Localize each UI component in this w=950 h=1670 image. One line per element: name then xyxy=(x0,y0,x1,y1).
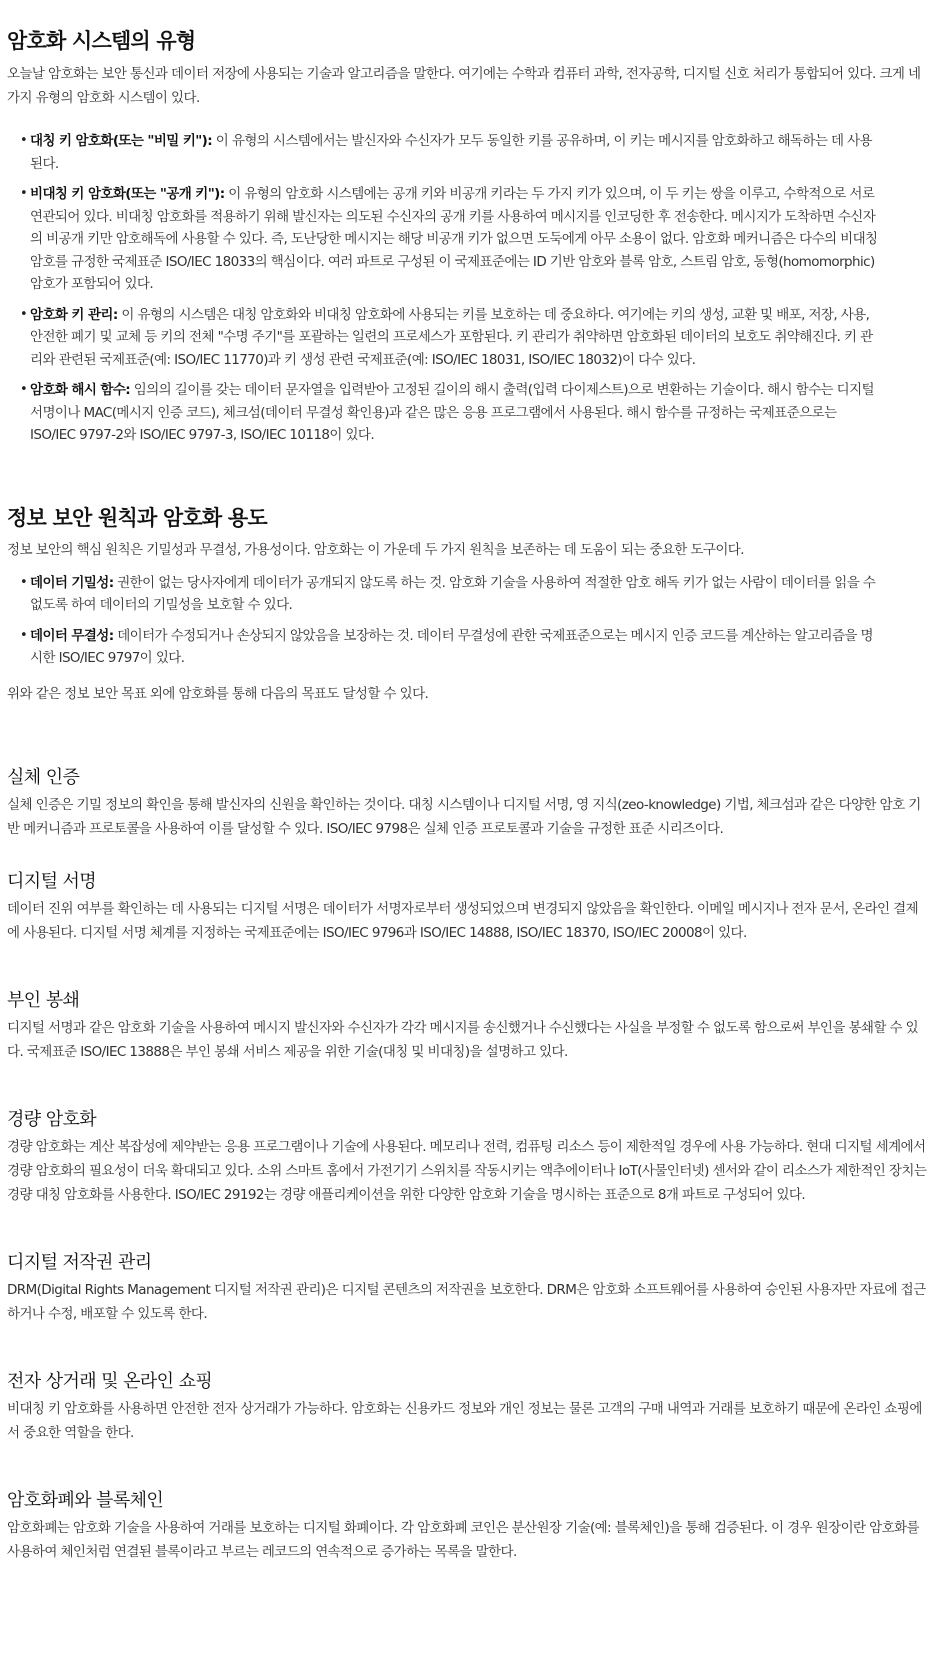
non-repudiation-text: 디지털 서명과 같은 암호화 기술을 사용하여 메시지 발신자와 수신자가 각각 메시지를 송신했거나 수신했다는 사실을 부정할 수 없도록 함으로써 부인을 봉쇄할 수 있다. 국제표준 ISO/IEC 13888은 부인 봉쇄 서비스 제공을 위한 기술(대칭 및 비대칭)을 설명하고 있다. xyxy=(7,1019,919,1060)
desc-hash-function: 임의의 길이를 갖는 데이터 문자열을 입력받아 고정된 길이의 해시 출력(입력 다이제스트)으로 변환하는 기술이다. 해시 함수는 디지털 서명이나 MAC(메시지 인증 코드), 체크섬(데이터 무결성 확인용)과 같은 많은 응용 프로그램에서 사용된다. 해시 함수를 규정하는 국제표준으로는 ISO/IEC 9797-2와 ISO/IEC 9797-3, ISO/IEC 10118이 있다. xyxy=(30,382,874,443)
desc-confidentiality: 권한이 없는 당사자에게 데이터가 공개되지 않도록 하는 것. 암호화 기술을 사용하여 적절한 암호 해독 키가 없는 사람이 데이터를 읽을 수 없도록 하여 데이터의 기밀성을 보호할 수 있다. xyxy=(30,574,876,613)
entity-authentication-text: 실체 인증은 기밀 정보의 확인을 통해 발신자의 신원을 확인하는 것이다. 대칭 시스템이나 디지털 서명, 영 지식(zeo-knowledge) 기법, 체크섬과 같은 다양한 암호 기반 메커니즘과 프로토콜을 사용하여 이를 달성할 수 있다. ISO/IEC 9798은 실체 인증 프로토콜과 기술을 규정한 표준 시리즈이다. xyxy=(7,796,921,837)
section-title-security-principles: 정보 보안 원칙과 암호화 용도 xyxy=(7,505,267,530)
term-asymmetric-key: 비대칭 키 암호화(또는 "공개 키"): xyxy=(30,186,225,202)
heading-cryptocurrency: 암호화폐와 블록체인 xyxy=(7,1489,164,1511)
heading-non-repudiation: 부인 봉쇄 xyxy=(7,989,80,1011)
term-confidentiality: 데이터 기밀성: xyxy=(30,574,114,591)
list-item-hash-function xyxy=(7,379,929,447)
drm-text: DRM(Digital Rights Management 디지털 저작권 관리)은 디지털 콘텐츠의 저작권을 보호한다. DRM은 암호화 소프트웨어를 사용하여 승인된 사용자만 자료에 접근하거나 수정, 배포할 수 있도록 한다. xyxy=(7,1281,926,1322)
ecommerce-text: 비대칭 키 암호화를 사용하면 안전한 전자 상거래가 가능하다. 암호화는 신용카드 정보와 개인 정보는 물론 고객의 구매 내역과 거래를 보호하기 때문에 온라인 쇼핑에서 중요한 역할을 한다. xyxy=(7,1400,922,1441)
heading-lightweight-cryptography: 경량 암호화 xyxy=(7,1108,97,1130)
list-item-key-management xyxy=(7,304,929,372)
digital-signature-text: 데이터 진위 여부를 확인하는 데 사용되는 디지털 서명은 데이터가 서명자로부터 생성되었으며 변경되지 않았음을 확인한다. 이메일 메시지나 전자 문서, 온라인 결제에 사용된다. 디지털 서명 체계를 지정하는 국제표준에는 ISO/IEC 9796과 ISO/IEC 14888, ISO/IEC 18370, ISO/IEC 20008이 있다. xyxy=(7,900,919,941)
heading-drm: 디지털 저작권 관리 xyxy=(7,1251,152,1273)
list-item-integrity xyxy=(7,625,929,670)
desc-key-management: 이 유형의 시스템은 대칭 암호화와 비대칭 암호화에 사용되는 키를 보호하는 데 중요하다. 여기에는 키의 생성, 교환 및 배포, 저장, 사용, 안전한 폐기 및 교체 등 키의 전체 "수명 주기"를 포괄하는 일련의 프로세스가 포함된다. 키 관리가 취약하면 암호화된 데이터의 보호도 취약해진다. 키 관리와 관련된 국제표준(예: ISO/IEC 11770)과 키 생성 관련 국제표준(예: ISO/IEC 18031, ISO/IEC 18032)이 다수 있다. xyxy=(30,306,873,368)
security-principles-list xyxy=(7,572,929,670)
security-principles-intro: 정보 보안의 핵심 원칙은 기밀성과 무결성, 가용성이다. 암호화는 이 가운데 두 가지 원칙을 보존하는 데 도움이 되는 중요한 도구이다. xyxy=(7,541,744,558)
cryptocurrency-text: 암호화폐는 암호화 기술을 사용하여 거래를 보호하는 디지털 화폐이다. 각 암호화폐 코인은 분산원장 기술(예: 블록체인)을 통해 검증된다. 이 경우 원장이란 암호화를 사용하여 체인처럼 연결된 블록이라고 부르는 레코드의 연속적으로 증가하는 목록을 말한다. xyxy=(7,1519,919,1560)
heading-ecommerce: 전자 상거래 및 온라인 쇼핑 xyxy=(7,1370,213,1392)
heading-digital-signature: 디지털 서명 xyxy=(7,870,97,892)
term-symmetric-key: 대칭 키 암호화(또는 "비밀 키"): xyxy=(30,133,213,149)
list-item-confidentiality xyxy=(7,572,929,617)
desc-symmetric-key: 이 유형의 시스템에서는 발신자와 수신자가 모두 동일한 키를 공유하며, 이 키는 메시지를 암호화하고 해독하는 데 사용된다. xyxy=(30,133,872,172)
crypto-types-list xyxy=(7,130,929,447)
term-integrity: 데이터 무결성: xyxy=(30,627,114,644)
term-key-management: 암호화 키 관리: xyxy=(30,306,118,323)
list-item-symmetric-key xyxy=(7,130,929,175)
desc-integrity: 데이터가 수정되거나 손상되지 않았음을 보장하는 것. 데이터 무결성에 관한 국제표준으로는 메시지 인증 코드를 계산하는 알고리즘을 명시한 ISO/IEC 9797이 있다. xyxy=(30,627,873,666)
heading-entity-authentication: 실체 인증 xyxy=(7,766,80,788)
desc-asymmetric-key: 이 유형의 암호화 시스템에는 공개 키와 비공개 키라는 두 가지 키가 있으며, 이 두 키는 쌍을 이루고, 수학적으로 서로 연관되어 있다. 비대칭 암호화를 적용하기 위해 발신자는 의도된 수신자의 공개 키를 사용하여 메시지를 인코딩한 후 전송한다. 메시지가 도착하면 수신자의 비공개 키만 암호해독에 사용할 수 있다. 즉, 도난당한 메시지는 해당 비공개 키가 없으면 도둑에게 아무 소용이 없다. 암호화 메커니즘은 다수의 비대칭 암호를 규정한 국제표준 ISO/IEC 18033의 핵심이다. 여러 파트로 구성된 이 국제표준에는 ID 기반 암호와 블록 암호, 스트림 암호, 동형(homomorphic) 암호가 포함되어 있다. xyxy=(30,186,878,292)
list-item-asymmetric-key xyxy=(7,183,929,296)
security-principles-outro: 위와 같은 정보 보안 목표 외에 암호화를 통해 다음의 목표도 달성할 수 있다. xyxy=(7,685,429,702)
crypto-types-intro: 오늘날 암호화는 보안 통신과 데이터 저장에 사용되는 기술과 알고리즘을 말한다. 여기에는 수학과 컴퓨터 과학, 전자공학, 디지털 신호 처리가 통합되어 있다. 크게 네 가지 유형의 암호화 시스템이 있다. xyxy=(7,66,921,106)
section-title-crypto-types: 암호화 시스템의 유형 xyxy=(7,29,196,53)
lightweight-cryptography-text: 경량 암호화는 계산 복잡성에 제약받는 응용 프로그램이나 기술에 사용된다. 메모리나 전력, 컴퓨팅 리소스 등이 제한적일 경우에 사용 가능하다. 현대 디지털 세계에서 경량 암호화의 필요성이 더욱 확대되고 있다. 소위 스마트 홈에서 가전기기 스위치를 작동시키는 액추에이터나 IoT(사물인터넷) 센서와 같이 리소스가 제한적인 장치는 경량 대칭 암호화를 사용한다. ISO/IEC 29192는 경량 애플리케이션을 위한 다양한 암호화 기술을 명시하는 표준으로 8개 파트로 구성되어 있다. xyxy=(7,1138,927,1203)
term-hash-function: 암호화 해시 함수: xyxy=(30,382,131,398)
